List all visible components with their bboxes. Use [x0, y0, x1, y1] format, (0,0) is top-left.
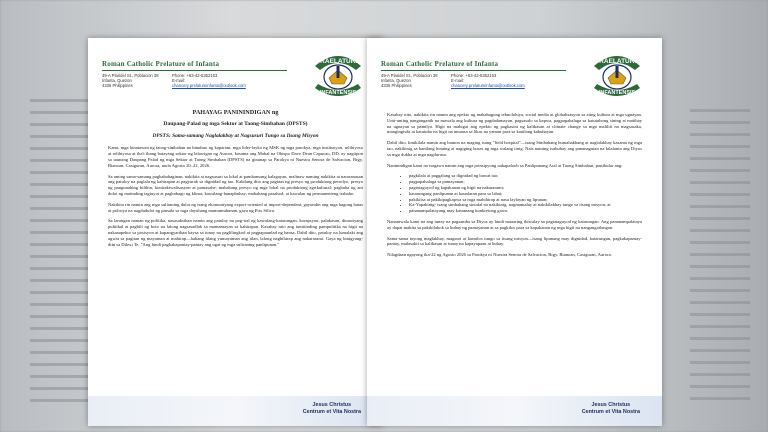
contact-block — [102, 73, 307, 89]
principles-list — [387, 173, 642, 214]
motto-line: Jesus Christus — [312, 402, 352, 408]
paragraph: Nakikita rin namin ang mga suliraning dulot ng isang ekonomiyang export-oriented at import-dependent, gayundin ang mga bagong batas at polisiya na nagdudulot ng pinsala sa mga dayuhang mamumuhunan, gaya ng Pitx Silica. — [108, 201, 363, 213]
address-line: 49-A Plaridel St., Poblacion 38 — [102, 73, 159, 78]
address-line: 4336 Philippines — [381, 83, 412, 89]
address-line: 4336 Philippines — [102, 83, 133, 89]
address-line: 49-A Plaridel St., Poblacion 38 — [381, 73, 438, 78]
organization-name: Roman Catholic Prelature of Infanta — [102, 60, 220, 68]
address-line: Infanta, Quezon — [381, 78, 411, 84]
email-label: E-mail: — [451, 78, 465, 84]
prelature-seal-logo — [309, 44, 367, 100]
document-page-1 — [88, 38, 383, 426]
svg-text:INFANTENSIS: INFANTENSIS — [319, 90, 357, 96]
list-item: • Ka-Yapakinig- isang simbahang sinodal na nakikinig, nagmamalay at nakikilakbay tungo sa iisang misyon; at — [409, 202, 642, 208]
document-body — [387, 112, 642, 263]
paragraph: Sa aming sama-samang pagbabahaginan, nakikita at nagsusuri sa lokal at pambansang kalagayan, malinaw naming nakikita at nararanasan ang patuloy na paglala ng kahirapan at pagyurak sa dignidad ng tao. Kabilang dito ang pagtaas ng presyo ng produktong petrolyo, presyo ng pangunahing bilihin, kontraktwalisasyon at pamasahe; mababang presyo ng mga lokal na produktong agrikultural; pagbaha ng ani dulot ng matinding tagtuyot at pagbabago ng klima; kawalang-hanapbuhay; mababang pasahod; at kawalan ng permanenteng trabaho. — [108, 173, 363, 196]
email-label: E-mail: — [172, 78, 186, 84]
prelature-seal-logo — [588, 44, 646, 100]
paragraph: Kami, mga kinatawan ng taong-simbahan na binubuo ng kaparian, mga lider-layko ng MSK ng mga parokya, mga institusyon, relihiyoso at relihiyosa at iba't ibang batayang sektor ng lalawigan ng Aurora, kasama ang Mahal na Obispo Dave Dean Capucao, DD, ay nagtipon sa taunang Daupang Palad ng mga Sektor at Taong Simbahan (DPSTS) na ginanap sa Parokya ni Nuestra Senora de Salvacion, Brgy. Bianoan, Casiguran, Aurora, mula Agosto 20–22, 2026. — [108, 145, 363, 168]
list-item: • pagkilala at paggalang sa dignidad ng bawat tao; — [409, 173, 642, 179]
svg-text:INFANTENSIS: INFANTENSIS — [598, 90, 636, 96]
motto-line: Jesus Christus — [591, 402, 631, 408]
motto-line: Centrum et Vita Nostra — [581, 409, 640, 415]
list-item: • pakikiisa at pakikipagkapwa sa mga mahihirap at nasa laylayan ng lipunan; — [409, 197, 642, 203]
address-line: Infanta, Quezon — [102, 78, 132, 84]
header-rule — [381, 70, 566, 71]
paragraph: Nilagdaan ngayong ika-22 ng Agosto 2026 sa Parokya ni Nuestra Senora de Salvacion, Brgy. Bianoan, Casiguran, Aurora. — [387, 252, 612, 258]
phone-number: Phone: +63-42-5352163 — [451, 73, 497, 78]
background-text-blur-right — [690, 100, 750, 409]
organization-name: Roman Catholic Prelature of Infanta — [381, 60, 499, 68]
paragraph: Sama-sama tayong maglakbay, magsuri at kumilos tungo sa iisang misyon—isang lipunang may dignidad, katarungan, pagkakapantay-pantay, malasakit sa kalikasan at tunay na kapayapaan at buhay. — [387, 235, 642, 247]
paragraph: Naninindigan kami na isagawa namin ang mga prinsipyong nakapaloob sa Panlipunang Aral at Taong Simbahan, partikular ang: — [387, 162, 623, 168]
paragraph: Sa larangan naman ng politika, nasasaksihan namin ang patuloy na pag-iral ng kawalang-katarungan, korapsyon, palakasan, dinastiyang pulitikal at pagbili ng boto na lalong nagsasadlak sa mamamayan sa kahirapan. Kasabay nito ang tumitinding pampulitika na higit na nakaaapekto sa posisyon at kapangyarihan kaysa sa tunay na paglilingkod at pagpapaunlad ng bansa. Dahil dito, patuloy na lumalaki ang agwat sa pagitan ng mayaman at mahirap—habang iilang yumayaman ang iilan, lalong naghihirap ang nakararami. Gaya ng binigyang-diin sa Dilexi Te, "Ang hindi pagkakapantay-pantay ang ugat ng mga suliraning panlipunan." — [108, 218, 363, 247]
contact-block — [381, 73, 586, 89]
footer-motto — [582, 402, 640, 416]
document-body — [108, 108, 363, 252]
letterhead — [381, 60, 586, 89]
document-title: PAHAYAG PANININDIGAN ng — [192, 109, 279, 116]
page-footer — [88, 382, 383, 426]
document-theme: DPSTS: Sama-samang Naglalakbay at Nagsusuri Tungo sa Iisang Misyon — [152, 132, 319, 139]
list-item: • pagtataguyod ng kapakanan ng higit na nakararami; — [409, 185, 642, 191]
page-footer — [367, 382, 662, 426]
list-item: • katarungang panlipunan at kaunlaran para sa lahat; — [409, 191, 642, 197]
email-link[interactable]: chancery.prelatureinfanta@outlook.com — [172, 83, 246, 89]
email-link[interactable]: chancery.prelatureinfanta@outlook.com — [451, 83, 525, 89]
paragraph: Nananiwala kami na ang tunay na pagsamba sa Diyos ay hindi maaaring ihiwalay sa pagtataguyod ng katarungan. Ang pananampalataya ay dapat makita sa pakikilahok sa buhay ng pamayanan at sa pagkilos para sa kapakanan ng mga higit na nangangailangan. — [387, 218, 642, 230]
document-subtitle: Daupang-Palad ng mga Sektor at Taong-Simbahan (DPSTS) — [163, 120, 308, 127]
paragraph: Dahil dito, kinikilala namin ang hamon na maging isang "field hospital"—isang Simbahang humahakbang at naglalakbay kasama ng mga tao, nakikinig sa kanilang hinaing at nagiging boses ng mga walang tinig. Nais naming isabuhay ang pananagutan na kilalanin ang Diyos sa mga dukha at mga nagdurusa. — [387, 140, 642, 157]
footer-motto — [303, 402, 361, 416]
svg-text:PRAELATURA: PRAELATURA — [594, 58, 640, 65]
document-page-2 — [367, 38, 662, 426]
header-rule — [102, 70, 287, 71]
letterhead — [102, 60, 307, 89]
list-item: • pagpapahalaga sa pamayanan; — [409, 179, 642, 185]
phone-number: Phone: +63-42-5352163 — [172, 73, 218, 78]
motto-line: Centrum et Vita Nostra — [302, 409, 361, 415]
svg-text:PRAELATURA: PRAELATURA — [315, 58, 361, 65]
paragraph: Kasabay nito, nakikita rin namin ang epekto ng makabagong teknolohiya, social media at globalisasyon sa ating kultura at mga ugnayan. Unti-unting nanganganib na mawala ang kultura ng pagdadamayan, pagsasalo sa kapwa, pagpapahalaga sa katutubong sining at matibay na ugnayan sa pamilya. Higit na mabigat ang epekto ng pagkasira ng kalikasan at climate change sa mga maliliit na magsasaka, mangingisda at katutubo na higit na umaasa sa likas na yaman para sa kanilang kabuhayan. — [387, 112, 642, 135]
list-item: • pananampalatayang may kasamang konkretong gawa. — [409, 208, 642, 214]
